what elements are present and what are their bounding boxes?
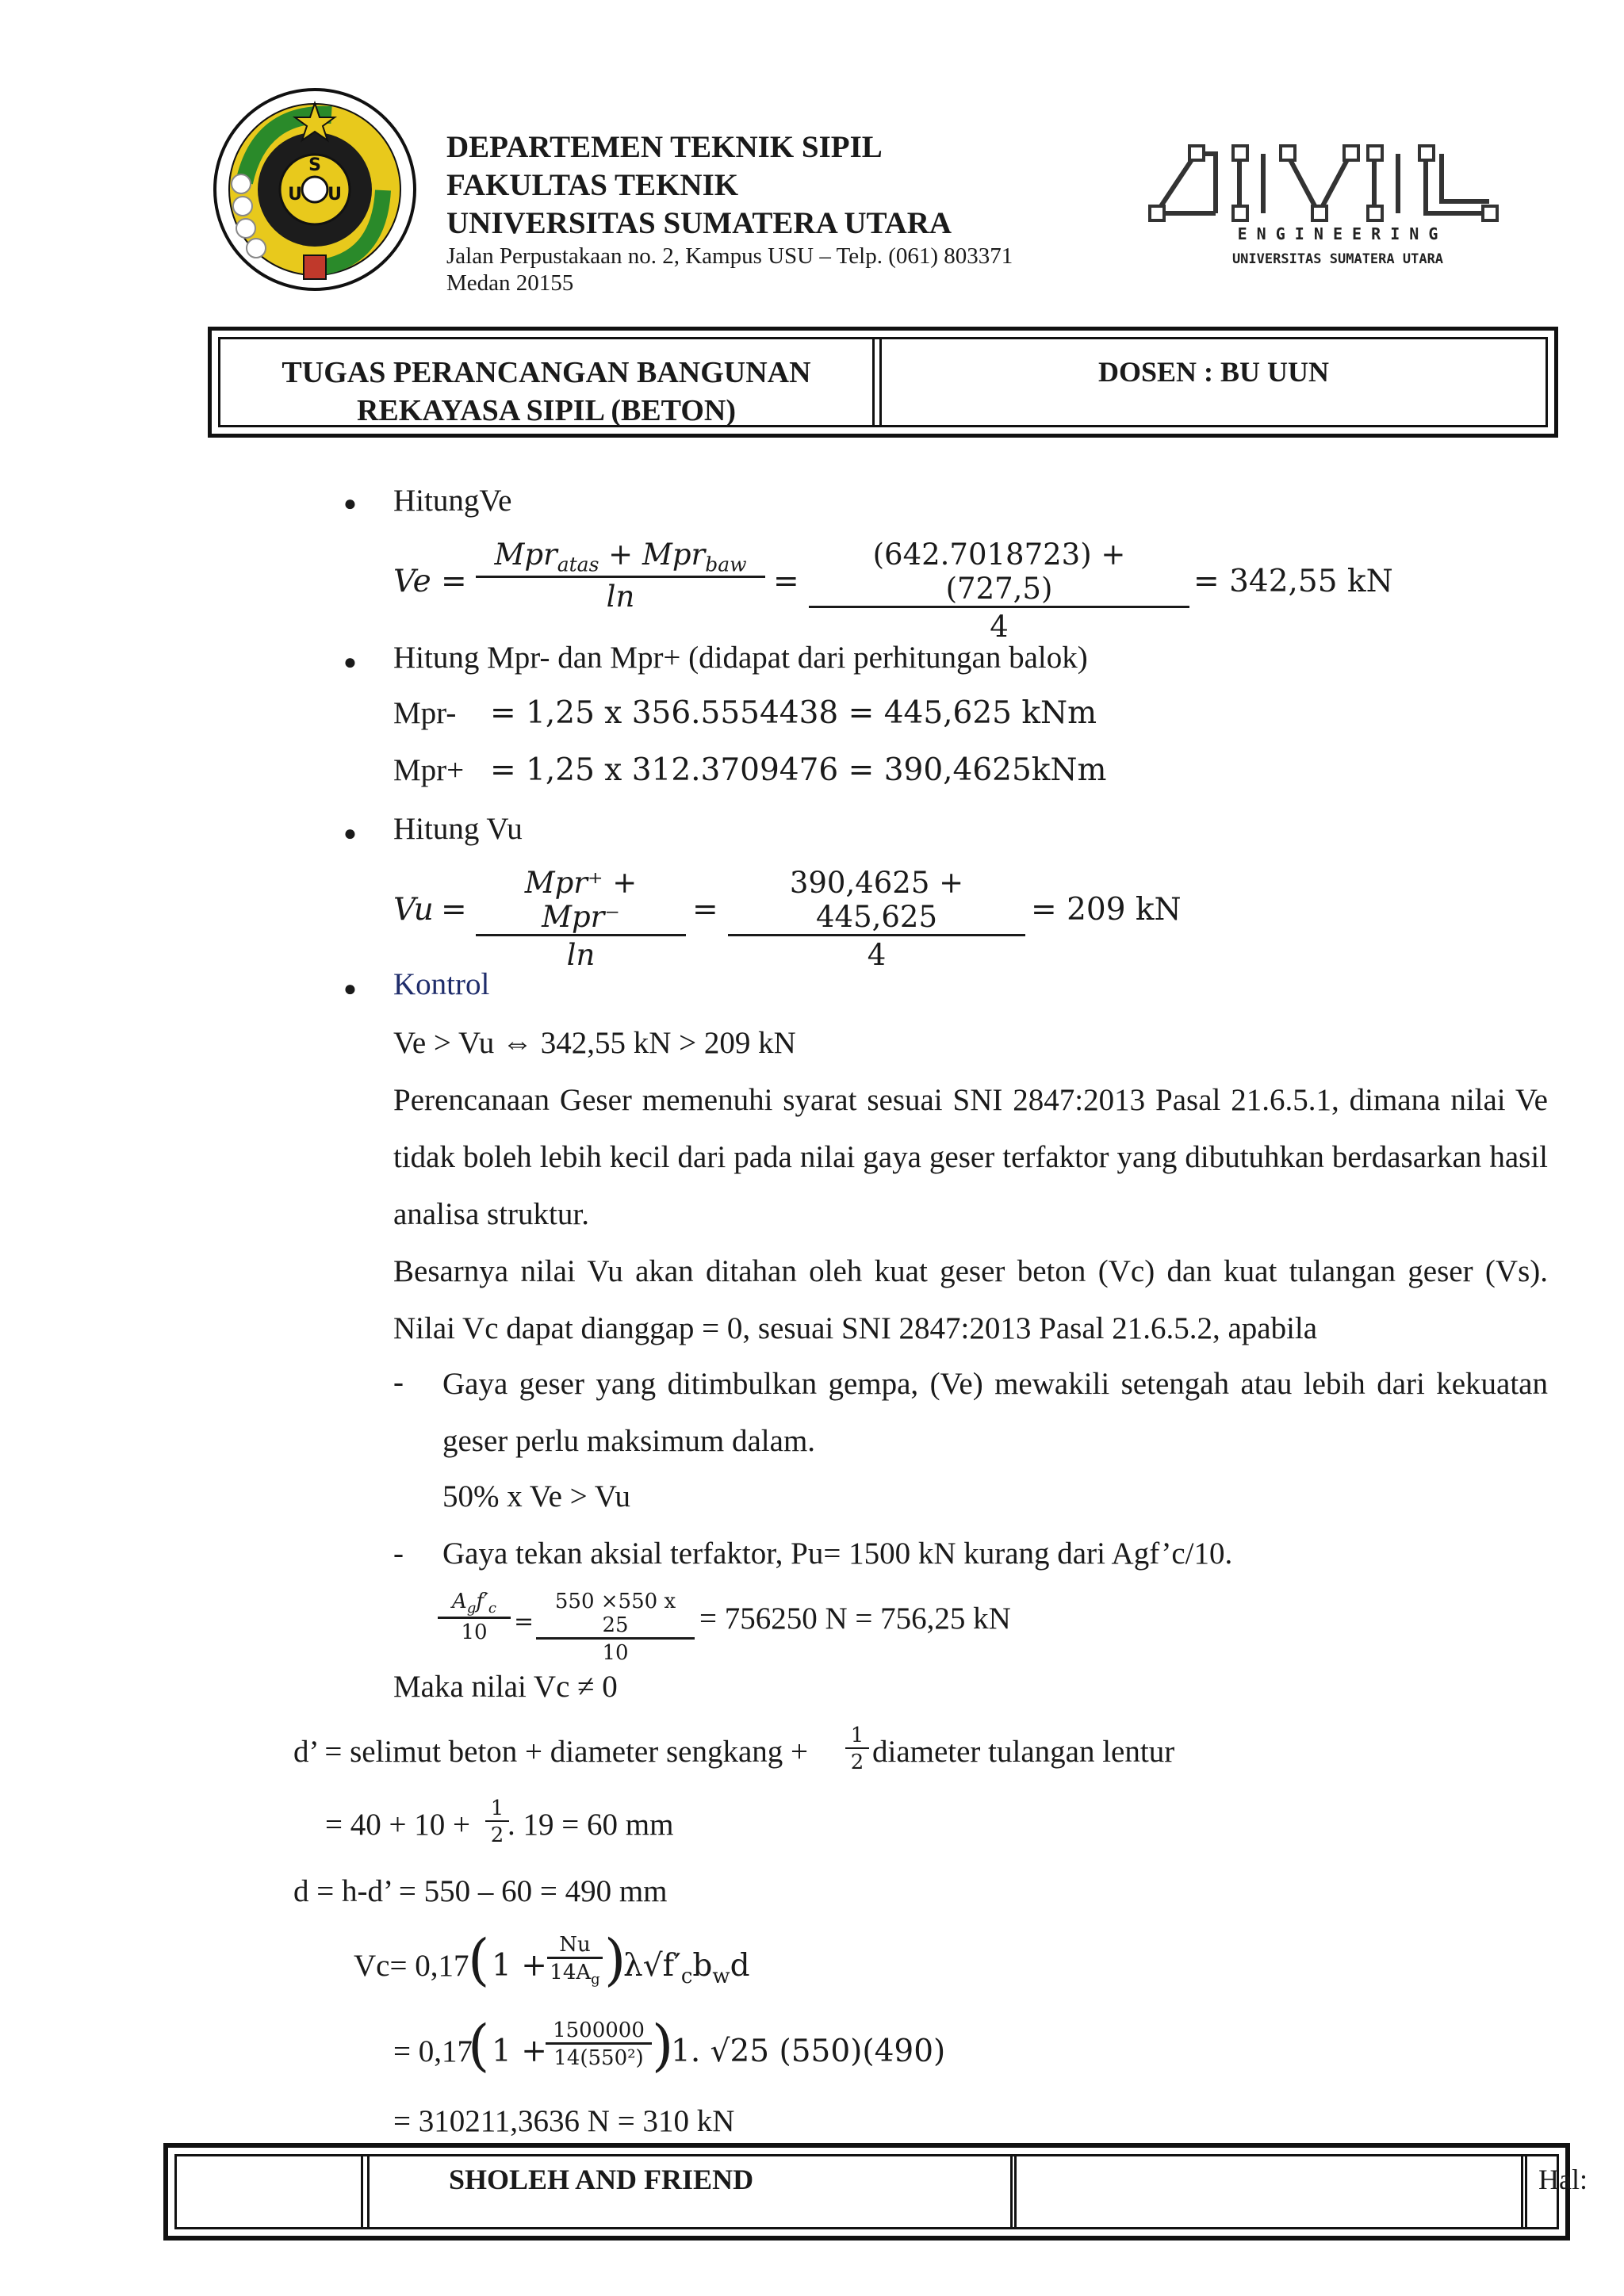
svg-text:U: U [288, 185, 302, 205]
d-effective: d = h-d’ = 550 – 60 = 490 mm [293, 1874, 668, 1908]
d-prime-definition-tail: diameter tulangan lentur [872, 1735, 1175, 1769]
vc-numeric-rest: 1. √25 (550)(490) [671, 2034, 946, 2069]
agfc-fraction-numeric: $\frac{550 \times 550 x 25}{10}$ [536, 1590, 695, 1665]
equals-sign: = [441, 892, 467, 928]
vc-result: = 310211,3636 N = 310 kN [393, 2104, 735, 2138]
vc-one-plus: 1 + [492, 1948, 547, 1984]
svg-text:S: S [308, 155, 321, 175]
paragraph-vc-vs: Besarnya nilai Vu akan ditahan oleh kuat geser beton (Vc) dan kuat tulangan geser (Vs). Nilai Vc dapat dianggap = 0, sesuai SNI 2847:2013 Pasal 21.6.5.2, apabila [393, 1254, 1548, 1345]
heading-hitung-mpr: Hitung Mpr- dan Mpr+ (didapat dari perhitungan balok) [393, 641, 1088, 675]
assignment-title-line-2: REKAYASA SIPIL (BETON) [356, 394, 736, 427]
half-fraction: $\frac{1}{2}$ [845, 1724, 869, 1774]
kontrol-equation: Ve > Vu ⇔ 342,55 kN > 209 kN [393, 1026, 796, 1060]
d-prime-definition: d’ = selimut beton + diameter sengkang + [293, 1735, 809, 1769]
civil-engineering-logo [1140, 138, 1535, 271]
mpr-plus-label: Mpr+ [393, 753, 465, 787]
vc-numeric-fraction: $\frac{1500000}{\text{14(550²)}}$ [546, 2019, 652, 2070]
vu-fraction-symbolic: Mpr⁺ + Mpr⁻ ln [476, 866, 686, 972]
svg-text:E N G I N E E R I N G: E N G I N E E R I N G [1237, 224, 1438, 243]
mpr-minus-equation: = 1,25 x 356.5554438 = 445,625 kNm [490, 695, 1097, 731]
vu-fraction-numeric: $\frac{390,4625 + 445,625}{4}$ [728, 866, 1025, 972]
condition-1-equation: 50% x Ve > Vu [442, 1479, 631, 1513]
equals-sign: = [773, 564, 799, 599]
d-prime-calc-tail: . 19 = 60 mm [508, 1808, 674, 1842]
vc-formula-rest: $\lambda√f'_cb_wd$ [623, 1948, 750, 1988]
condition-1-text: Gaya geser yang ditimbulkan gempa, (Ve) mewakili setengah atau lebih dari kekuatan geser perlu maksimum dalam. [442, 1367, 1548, 1458]
vc-numeric-lhs: = 0,17 [393, 2034, 473, 2068]
vc-one-plus: 1 + [492, 2034, 547, 2069]
ve-lhs: Ve [393, 564, 431, 599]
title-box [208, 327, 1558, 438]
paren-close: ) [604, 1927, 626, 1992]
mpr-minus-label: Mpr- [393, 696, 457, 730]
bullet-icon: ● [343, 650, 357, 675]
svg-text:UNIVERSITAS SUMATERA UTARA: UNIVERSITAS SUMATERA UTARA [1231, 251, 1444, 267]
heading-hitung-vu: Hitung Vu [393, 812, 523, 846]
ve-fraction-numeric: $\frac{(642.7018723) + (727,5)}{4}$ [809, 538, 1189, 644]
paren-open: ( [468, 1927, 490, 1992]
assignment-title-line-1: TUGAS PERANCANGAN BANGUNAN [282, 356, 811, 389]
author-label: SHOLEH AND FRIEND [449, 2164, 754, 2195]
d-prime-calc: = 40 + 10 + [325, 1808, 470, 1842]
vc-not-zero: Maka nilai Vc ≠ 0 [393, 1670, 618, 1704]
heading-kontrol: Kontrol [393, 967, 490, 1001]
page-number-label: Hal: [1538, 2164, 1588, 2195]
bullet-icon: ● [343, 492, 357, 516]
equals-sign: = [441, 564, 467, 599]
mpr-plus-equation: = 1,25 x 312.3709476 = 390,4625kNm [490, 752, 1107, 788]
university-name: UNIVERSITAS SUMATERA UTARA [446, 206, 952, 240]
dash-marker: - [393, 1536, 404, 1571]
bullet-icon: ● [343, 821, 357, 846]
agfc-result: = 756250 N = 756,25 kN [699, 1601, 1011, 1636]
university-seal-logo [213, 87, 417, 292]
equals-sign: = [692, 892, 718, 928]
address-line-2: Medan 20155 [446, 270, 574, 296]
address-block [446, 243, 1013, 297]
paragraph-sni-21-6-5-1: Perencanaan Geser memenuhi syarat sesuai SNI 2847:2013 Pasal 21.6.5.1, dimana nilai Ve tidak boleh lebih kecil dari pada nilai gaya geser terfaktor yang dibutuhkan berdasarkan hasil analisa struktur. [393, 1083, 1548, 1231]
vc-formula-lhs: Vc= 0,17 [354, 1949, 469, 1983]
paren-open: ( [468, 2013, 490, 2078]
condition-2-text: Gaya tekan aksial terfaktor, Pu= 1500 kN kurang dari Agf’c/10. [442, 1536, 1233, 1571]
bullet-icon: ● [343, 977, 357, 1001]
ve-fraction-symbolic: Mpr$_{atas}$ + Mpr$_{baw}$ ln [476, 538, 765, 614]
institution-block [446, 128, 952, 243]
vu-lhs: Vu [393, 892, 434, 928]
paren-close: ) [652, 2013, 674, 2078]
lecturer-label: DOSEN : BU UUN [879, 339, 1545, 425]
svg-text:U: U [327, 185, 342, 205]
address-line-1: Jalan Perpustakaan no. 2, Kampus USU – Telp. (061) 803371 [446, 243, 1013, 269]
nu-over-ag-fraction: $\frac{Nu}{14A_g}$ [547, 1933, 603, 1988]
vu-result: = 209 kN [1031, 892, 1182, 928]
faculty-name: FAKULTAS TEKNIK [446, 168, 739, 202]
half-fraction: $\frac{1}{2}$ [485, 1797, 509, 1847]
equals-sign: = [514, 1608, 534, 1636]
assignment-title [220, 339, 875, 425]
department-name: DEPARTEMEN TEKNIK SIPIL [446, 130, 883, 164]
footer-box [163, 2143, 1588, 2241]
dash-marker: - [393, 1365, 404, 1399]
ve-result: = 342,55 kN [1193, 564, 1393, 599]
agfc-fraction: $A_gf'_c$ 10 [438, 1590, 511, 1644]
heading-hitung-ve: HitungVe [393, 484, 512, 518]
